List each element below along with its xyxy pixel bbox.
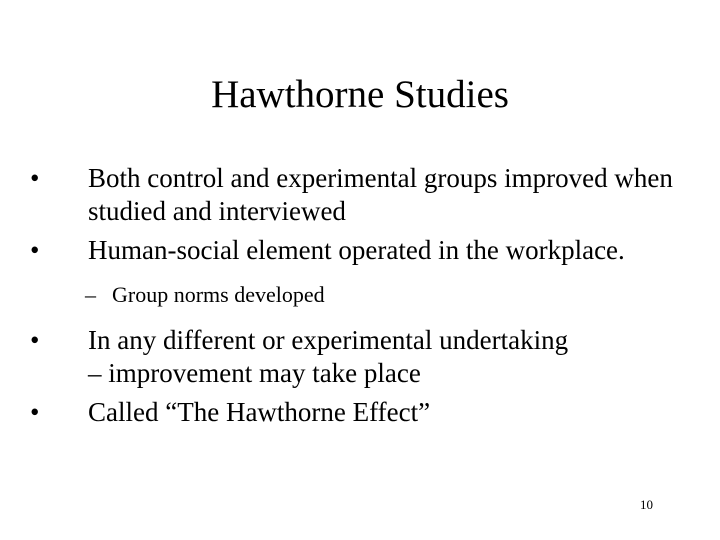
bullet-dot: • bbox=[30, 235, 40, 265]
sub-bullet-dash: – bbox=[85, 282, 96, 307]
bullet-item bbox=[30, 396, 680, 429]
bullet-continuation-text: – improvement may take place bbox=[88, 358, 421, 388]
bullet-text: In any different or experimental undertaking bbox=[88, 325, 569, 355]
bullet-item bbox=[30, 162, 680, 228]
bullet-item bbox=[30, 324, 680, 390]
page-number: 10 bbox=[640, 497, 653, 512]
bullet-list bbox=[30, 162, 680, 435]
sub-bullet-item bbox=[30, 281, 680, 309]
bullet-text: Human-social element operated in the workplace. bbox=[88, 235, 625, 265]
bullet-item bbox=[30, 234, 680, 267]
bullet-text: Both control and experimental groups improved when studied and interviewed bbox=[88, 163, 673, 226]
bullet-dot: • bbox=[30, 325, 40, 355]
bullet-dot: • bbox=[30, 397, 40, 427]
bullet-text: Called “The Hawthorne Effect” bbox=[88, 397, 431, 427]
bullet-dot: • bbox=[30, 163, 40, 193]
sub-bullet-text: Group norms developed bbox=[112, 282, 325, 307]
slide-title: Hawthorne Studies bbox=[211, 73, 509, 116]
